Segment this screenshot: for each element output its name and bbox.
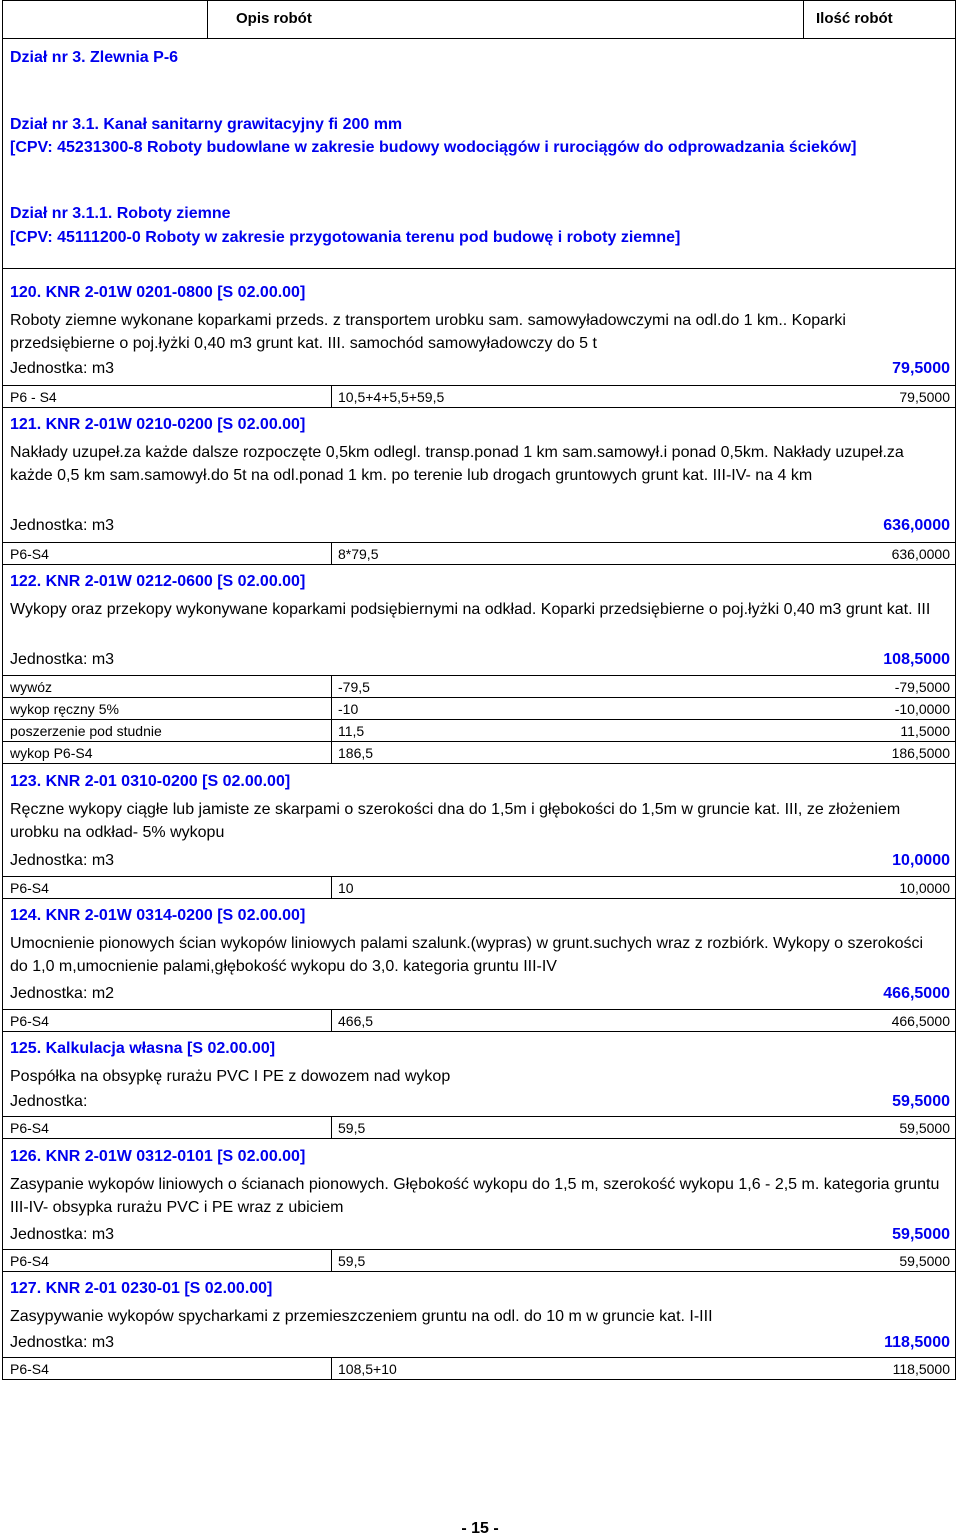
item-124-description: Umocnienie pionowych ścian wykopów liniowych palami szalunk.(wypras) w grunt.suchych wraz z rozbiórk. Wykopy o szerokości do 1,0 m,umocnienie palami,głębokość wykopu do 3,0. kategoria gruntu III-IV: [10, 935, 924, 975]
item-127-unit: [2, 1331, 956, 1357]
row-location: poszerzenie pod studnie: [2, 720, 332, 741]
unit-total: 59,5000: [892, 1226, 950, 1243]
row-formula: 11,5: [338, 723, 365, 739]
item-126-unit: [2, 1223, 956, 1249]
row-location: wykop ręczny 5%: [2, 698, 332, 719]
header-ilosc-label: Ilość robót: [816, 10, 893, 27]
section-dzial-31-cpv: [CPV: 45231300-8 Roboty budowlane w zakresie budowy wodociągów i rurociągów do odprowadzania ścieków]: [10, 139, 857, 156]
row-location: P6-S4: [2, 1010, 332, 1031]
item-125-unit: [2, 1090, 956, 1116]
row-formula: 10: [338, 880, 354, 896]
unit-label: Jednostka: m3: [10, 1334, 115, 1351]
section-dzial-31-title: Dział nr 3.1. Kanał sanitarny grawitacyjny fi 200 mm: [10, 116, 403, 133]
unit-label: Jednostka: m3: [10, 360, 115, 377]
row-quantity: -10,0000: [894, 701, 950, 717]
unit-total: 636,0000: [883, 517, 950, 534]
row-formula: 59,5: [338, 1120, 366, 1136]
row-divider: [2, 763, 956, 764]
section-dzial-311-title: Dział nr 3.1.1. Roboty ziemne: [10, 205, 231, 222]
row-quantity: 59,5000: [899, 1120, 950, 1136]
item-126-title: 126. KNR 2-01W 0312-0101 [S 02.00.00]: [10, 1148, 306, 1165]
row-quantity: -79,5000: [894, 679, 950, 695]
row-divider: [2, 1031, 956, 1032]
section-dzial-3: Dział nr 3. Zlewnia P-6: [10, 49, 179, 66]
page-number: - 15 -: [461, 1520, 499, 1537]
unit-total: 59,5000: [892, 1093, 950, 1110]
table-row: [2, 697, 956, 719]
unit-label: Jednostka: m3: [10, 517, 115, 534]
unit-label: Jednostka: m3: [10, 651, 115, 668]
unit-label: Jednostka: m2: [10, 985, 115, 1002]
item-127-title: 127. KNR 2-01 0230-01 [S 02.00.00]: [10, 1280, 273, 1297]
table-row: [2, 719, 956, 741]
row-formula: 8*79,5: [338, 546, 379, 562]
row-location: P6-S4: [2, 1358, 332, 1379]
row-quantity: 11,5000: [900, 723, 950, 739]
section-dzial-311-cpv: [CPV: 45111200-0 Roboty w zakresie przygotowania terenu pod budowę i roboty ziemne]: [10, 229, 681, 246]
row-formula: 10,5+4+5,5+59,5: [338, 389, 445, 405]
row-divider: [2, 407, 956, 408]
table-row: [2, 542, 956, 564]
item-125-title: 125. Kalkulacja własna [S 02.00.00]: [10, 1040, 276, 1057]
row-quantity: 466,5000: [891, 1013, 950, 1029]
item-120-description: Roboty ziemne wykonane koparkami przeds. z transportem urobku sam. samowyładowczymi na odl.do 1 km.. Koparki przedsiębierne o poj.łyżki 0,40 m3 grunt kat. III. samochód samowyładowczy do 5 t: [10, 312, 846, 352]
unit-label: Jednostka: m3: [10, 1226, 115, 1243]
row-formula: 186,5: [338, 745, 374, 761]
table-row: [2, 1009, 956, 1031]
unit-total: 118,5000: [884, 1334, 950, 1351]
header-empty-cell: [2, 0, 208, 38]
item-120-title: 120. KNR 2-01W 0201-0800 [S 02.00.00]: [10, 284, 306, 301]
item-121-title: 121. KNR 2-01W 0210-0200 [S 02.00.00]: [10, 416, 306, 433]
row-divider: [2, 564, 956, 565]
row-quantity: 118,5000: [892, 1361, 950, 1377]
item-127-description: Zasypywanie wykopów spycharkami z przemieszczeniem gruntu na odl. do 10 m w gruncie kat. I-III: [10, 1308, 713, 1325]
item-120-unit: [2, 357, 956, 383]
table-header: [2, 0, 956, 38]
row-quantity: 186,5000: [891, 745, 950, 761]
unit-label: Jednostka: m3: [10, 852, 115, 869]
section-divider: [2, 268, 956, 269]
item-122-title: 122. KNR 2-01W 0212-0600 [S 02.00.00]: [10, 573, 306, 590]
row-quantity: 10,0000: [899, 880, 950, 896]
row-divider: [2, 1271, 956, 1272]
row-formula: 108,5+10: [338, 1361, 397, 1377]
header-opis-label: Opis robót: [236, 10, 312, 27]
item-121-description: Nakłady uzupeł.za każde dalsze rozpoczęte 0,5km odlegl. transp.ponad 1 km sam.samowył.i ponad 0,5km. Nakłady uzupeł.za każde 0,5 km sam.samowył.do 5t na odl.ponad 1 km. po terenie lub drogach gruntowych grunt kat. III-IV- na 4 km: [10, 444, 904, 484]
row-location: P6-S4: [2, 543, 332, 564]
row-formula: 59,5: [338, 1253, 366, 1269]
table-row: [2, 675, 956, 697]
row-quantity: 79,5000: [899, 389, 950, 405]
item-126-description: Zasypanie wykopów liniowych o ścianach pionowych. Głębokość wykopu do 1,5 m, szerokość wykopu 1,6 - 2,5 m. kategoria gruntu III-IV- obsypka rurażu PVC i PE wraz z ubiciem: [10, 1176, 940, 1216]
row-location: wywóz: [2, 676, 332, 697]
item-122-description: Wykopy oraz przekopy wykonywane koparkami podsiębiernymi na odkład. Koparki przedsiębierne o poj.łyżki 0,40 m3 grunt kat. III: [10, 601, 931, 618]
item-124-title: 124. KNR 2-01W 0314-0200 [S 02.00.00]: [10, 907, 306, 924]
row-location: P6-S4: [2, 1117, 332, 1138]
row-formula: -10: [338, 701, 359, 717]
row-location: P6-S4: [2, 1250, 332, 1271]
table-row: [2, 1357, 956, 1379]
row-location: P6-S4: [2, 877, 332, 898]
row-divider: [2, 1138, 956, 1139]
row-formula: 466,5: [338, 1013, 374, 1029]
table-row: [2, 385, 956, 407]
unit-total: 79,5000: [892, 360, 950, 377]
table-row: [2, 741, 956, 763]
item-122-unit: [2, 648, 956, 674]
row-quantity: 636,0000: [891, 546, 950, 562]
header-opis-cell: [208, 0, 804, 38]
item-123-description: Ręczne wykopy ciągłe lub jamiste ze skarpami o szerokości dna do 1,5m i głębokości do 1,5m w gruncie kat. III, ze złożeniem urobku na odkład- 5% wykopu: [10, 801, 901, 841]
item-121-unit: [2, 514, 956, 540]
row-location: wykop P6-S4: [2, 742, 332, 763]
table-row: [2, 876, 956, 898]
header-divider: [2, 38, 956, 39]
item-124-unit: [2, 982, 956, 1008]
row-quantity: 59,5000: [899, 1253, 950, 1269]
unit-total: 108,5000: [883, 651, 950, 668]
table-row: [2, 1116, 956, 1138]
item-125-description: Pospółka na obsypkę rurażu PVC I PE z dowozem nad wykop: [10, 1068, 451, 1085]
item-123-unit: [2, 849, 956, 875]
row-formula: -79,5: [338, 679, 370, 695]
unit-total: 466,5000: [883, 985, 950, 1002]
table-row: [2, 1249, 956, 1271]
row-divider: [2, 898, 956, 899]
item-123-title: 123. KNR 2-01 0310-0200 [S 02.00.00]: [10, 773, 291, 790]
unit-total: 10,0000: [892, 852, 950, 869]
unit-label: Jednostka:: [10, 1093, 88, 1110]
row-location: P6 - S4: [2, 386, 332, 407]
